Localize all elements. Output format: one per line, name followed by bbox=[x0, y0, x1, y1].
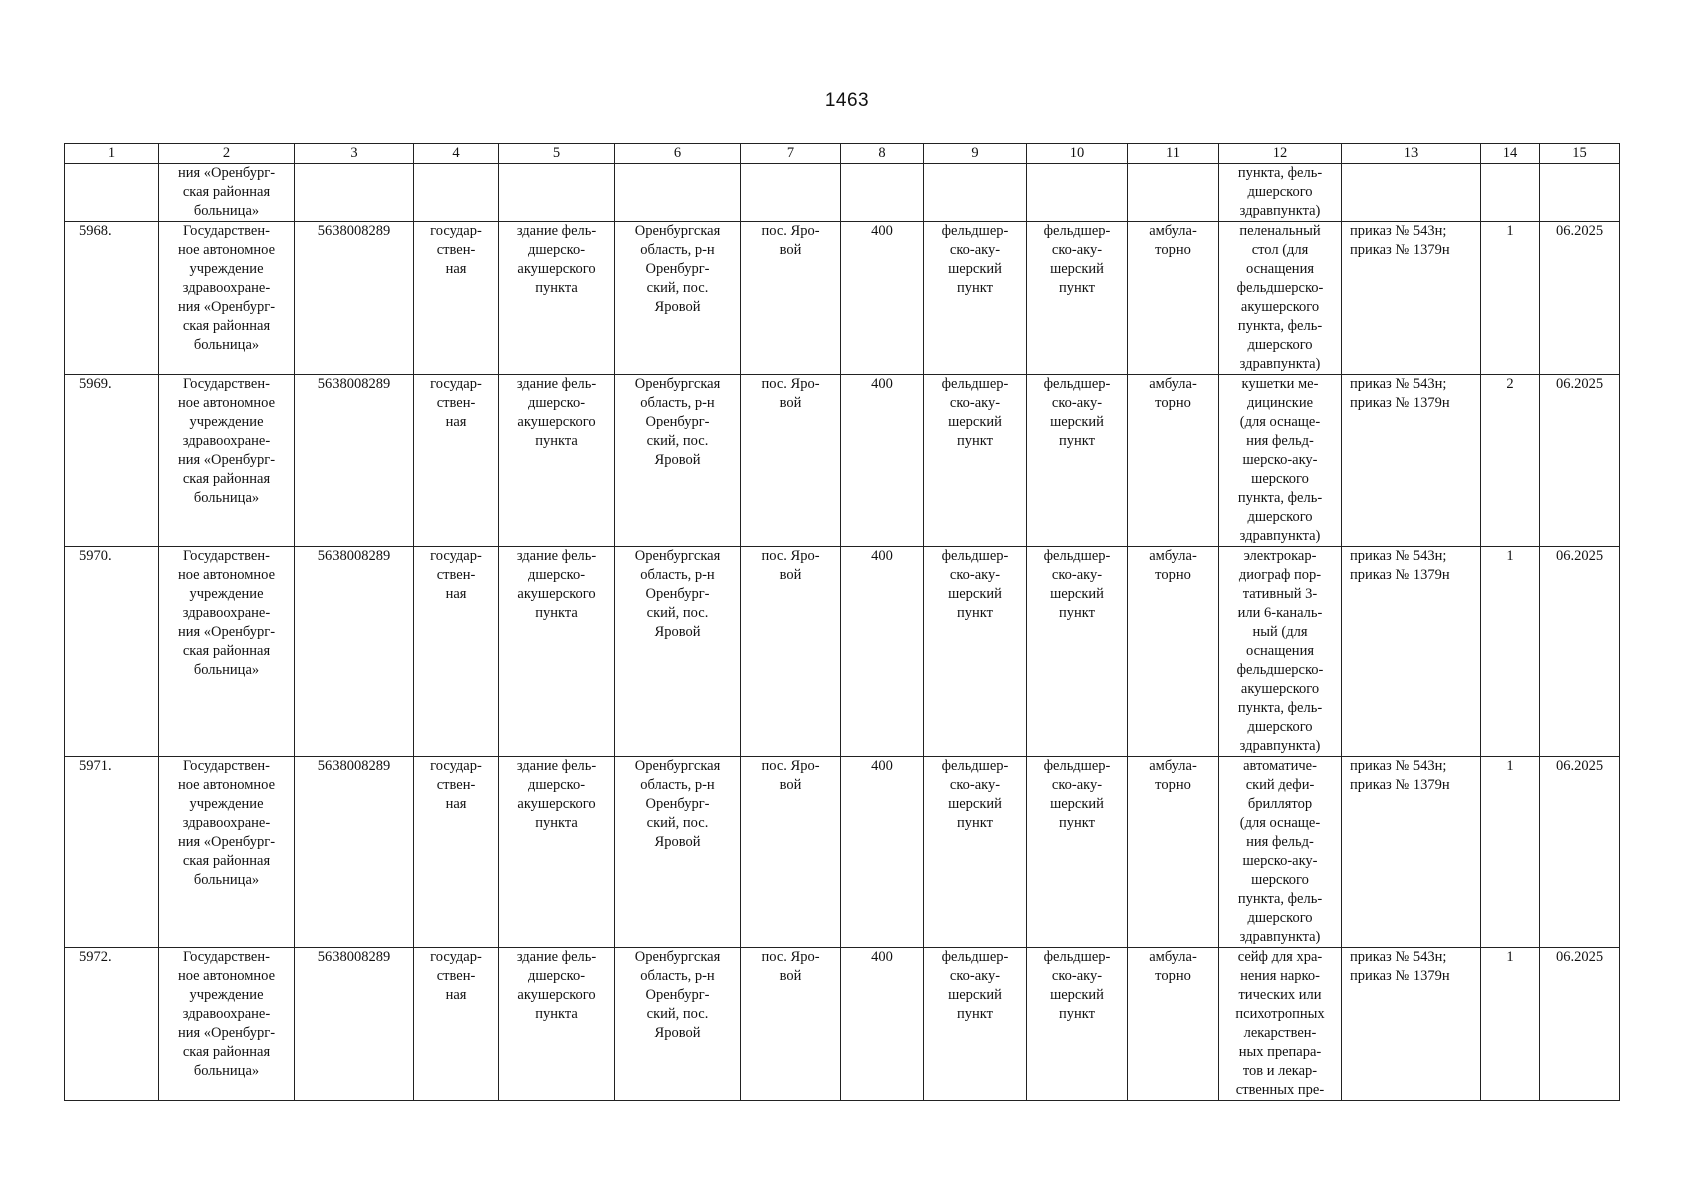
org-cell: Государствен- ное автономное учреждение здравоохране- ния «Оренбург- ская районная больница» bbox=[159, 547, 295, 757]
table-row bbox=[65, 547, 1620, 757]
column-header: 5 bbox=[499, 144, 615, 164]
population-cell: 400 bbox=[841, 222, 924, 375]
ownership-cell: государ- ствен- ная bbox=[414, 375, 499, 547]
column-header: 3 bbox=[295, 144, 414, 164]
locality-cell: пос. Яро- вой bbox=[741, 547, 841, 757]
population-cell: 400 bbox=[841, 948, 924, 1101]
row-number: 5972. bbox=[65, 948, 159, 1101]
unit-cell: фельдшер- ско-аку- шерский пункт bbox=[924, 222, 1027, 375]
unit-cell: фельдшер- ско-аку- шерский пункт bbox=[924, 948, 1027, 1101]
column-header: 8 bbox=[841, 144, 924, 164]
inn-cell: 5638008289 bbox=[295, 948, 414, 1101]
building-cell: здание фель- дшерско- акушерского пункта bbox=[499, 222, 615, 375]
unit-cell: фельдшер- ско-аку- шерский пункт bbox=[924, 547, 1027, 757]
locality-cell: пос. Яро- вой bbox=[741, 222, 841, 375]
unit-type-cell: фельдшер- ско-аку- шерский пункт bbox=[1027, 757, 1128, 948]
column-header: 14 bbox=[1481, 144, 1540, 164]
date-cell: 06.2025 bbox=[1540, 375, 1620, 547]
column-header: 9 bbox=[924, 144, 1027, 164]
unit-cell: фельдшер- ско-аку- шерский пункт bbox=[924, 757, 1027, 948]
org-cell: ния «Оренбург- ская районная больница» bbox=[159, 164, 295, 222]
org-cell: Государствен- ное автономное учреждение здравоохране- ния «Оренбург- ская районная больница» bbox=[159, 222, 295, 375]
row-number: 5971. bbox=[65, 757, 159, 948]
continuation-row bbox=[65, 164, 1620, 222]
address-cell: Оренбургская область, р-н Оренбург- ский, пос. Яровой bbox=[615, 222, 741, 375]
population-cell: 400 bbox=[841, 547, 924, 757]
table-row bbox=[65, 757, 1620, 948]
order-cell: приказ № 543н; приказ № 1379н bbox=[1342, 222, 1481, 375]
inn-cell: 5638008289 bbox=[295, 757, 414, 948]
ownership-cell: государ- ствен- ная bbox=[414, 222, 499, 375]
care-cell: амбула- торно bbox=[1128, 757, 1219, 948]
building-cell: здание фель- дшерско- акушерского пункта bbox=[499, 547, 615, 757]
column-header: 12 bbox=[1219, 144, 1342, 164]
locality-cell: пос. Яро- вой bbox=[741, 375, 841, 547]
address-cell: Оренбургская область, р-н Оренбург- ский, пос. Яровой bbox=[615, 375, 741, 547]
column-header: 6 bbox=[615, 144, 741, 164]
column-header: 4 bbox=[414, 144, 499, 164]
date-cell: 06.2025 bbox=[1540, 547, 1620, 757]
column-number-row bbox=[65, 144, 1620, 164]
row-number: 5970. bbox=[65, 547, 159, 757]
ownership-cell: государ- ствен- ная bbox=[414, 757, 499, 948]
population-cell: 400 bbox=[841, 757, 924, 948]
care-cell: амбула- торно bbox=[1128, 547, 1219, 757]
address-cell: Оренбургская область, р-н Оренбург- ский, пос. Яровой bbox=[615, 948, 741, 1101]
building-cell: здание фель- дшерско- акушерского пункта bbox=[499, 948, 615, 1101]
care-cell: амбула- торно bbox=[1128, 948, 1219, 1101]
equipment-cell: электрокар- диограф пор- тативный 3- или 6-каналь- ный (для оснащения фельдшерско- акушерского пункта, фель- дшерского здравпункта) bbox=[1219, 547, 1342, 757]
date-cell: 06.2025 bbox=[1540, 948, 1620, 1101]
quantity-cell: 2 bbox=[1481, 375, 1540, 547]
org-cell: Государствен- ное автономное учреждение здравоохране- ния «Оренбург- ская районная больница» bbox=[159, 757, 295, 948]
quantity-cell: 1 bbox=[1481, 757, 1540, 948]
inn-cell: 5638008289 bbox=[295, 547, 414, 757]
building-cell: здание фель- дшерско- акушерского пункта bbox=[499, 757, 615, 948]
care-cell: амбула- торно bbox=[1128, 222, 1219, 375]
register-table bbox=[64, 143, 1620, 1101]
order-cell: приказ № 543н; приказ № 1379н bbox=[1342, 547, 1481, 757]
equipment-cell: пеленальный стол (для оснащения фельдшерско- акушерского пункта, фель- дшерского здравпункта) bbox=[1219, 222, 1342, 375]
column-header: 2 bbox=[159, 144, 295, 164]
unit-type-cell: фельдшер- ско-аку- шерский пункт bbox=[1027, 222, 1128, 375]
equipment-cell: автоматиче- ский дефи- бриллятор (для оснаще- ния фельд- шерско-аку- шерского пункта, фель- дшерского здравпункта) bbox=[1219, 757, 1342, 948]
column-header: 10 bbox=[1027, 144, 1128, 164]
order-cell: приказ № 543н; приказ № 1379н bbox=[1342, 375, 1481, 547]
quantity-cell: 1 bbox=[1481, 948, 1540, 1101]
table-row bbox=[65, 375, 1620, 547]
locality-cell: пос. Яро- вой bbox=[741, 948, 841, 1101]
ownership-cell: государ- ствен- ная bbox=[414, 547, 499, 757]
inn-cell: 5638008289 bbox=[295, 375, 414, 547]
date-cell: 06.2025 bbox=[1540, 222, 1620, 375]
equipment-cell: кушетки ме- дицинские (для оснаще- ния фельд- шерско-аку- шерского пункта, фель- дшерского здравпункта) bbox=[1219, 375, 1342, 547]
column-header: 13 bbox=[1342, 144, 1481, 164]
address-cell: Оренбургская область, р-н Оренбург- ский, пос. Яровой bbox=[615, 547, 741, 757]
org-cell: Государствен- ное автономное учреждение здравоохране- ния «Оренбург- ская районная больница» bbox=[159, 948, 295, 1101]
column-header: 15 bbox=[1540, 144, 1620, 164]
quantity-cell: 1 bbox=[1481, 547, 1540, 757]
table-row bbox=[65, 948, 1620, 1101]
page-number: 1463 bbox=[824, 90, 870, 111]
equipment-cell: пункта, фель- дшерского здравпункта) bbox=[1219, 164, 1342, 222]
order-cell: приказ № 543н; приказ № 1379н bbox=[1342, 757, 1481, 948]
column-header: 11 bbox=[1128, 144, 1219, 164]
ownership-cell: государ- ствен- ная bbox=[414, 948, 499, 1101]
row-number: 5968. bbox=[65, 222, 159, 375]
building-cell: здание фель- дшерско- акушерского пункта bbox=[499, 375, 615, 547]
column-header: 1 bbox=[65, 144, 159, 164]
locality-cell: пос. Яро- вой bbox=[741, 757, 841, 948]
row-number: 5969. bbox=[65, 375, 159, 547]
table-row bbox=[65, 222, 1620, 375]
equipment-cell: сейф для хра- нения нарко- тических или психотропных лекарствен- ных препара- тов и лекар- ственных пре- bbox=[1219, 948, 1342, 1101]
inn-cell: 5638008289 bbox=[295, 222, 414, 375]
org-cell: Государствен- ное автономное учреждение здравоохране- ния «Оренбург- ская районная больница» bbox=[159, 375, 295, 547]
unit-type-cell: фельдшер- ско-аку- шерский пункт bbox=[1027, 375, 1128, 547]
quantity-cell: 1 bbox=[1481, 222, 1540, 375]
unit-type-cell: фельдшер- ско-аку- шерский пункт bbox=[1027, 547, 1128, 757]
date-cell: 06.2025 bbox=[1540, 757, 1620, 948]
address-cell: Оренбургская область, р-н Оренбург- ский, пос. Яровой bbox=[615, 757, 741, 948]
unit-type-cell: фельдшер- ско-аку- шерский пункт bbox=[1027, 948, 1128, 1101]
care-cell: амбула- торно bbox=[1128, 375, 1219, 547]
column-header: 7 bbox=[741, 144, 841, 164]
population-cell: 400 bbox=[841, 375, 924, 547]
order-cell: приказ № 543н; приказ № 1379н bbox=[1342, 948, 1481, 1101]
unit-cell: фельдшер- ско-аку- шерский пункт bbox=[924, 375, 1027, 547]
